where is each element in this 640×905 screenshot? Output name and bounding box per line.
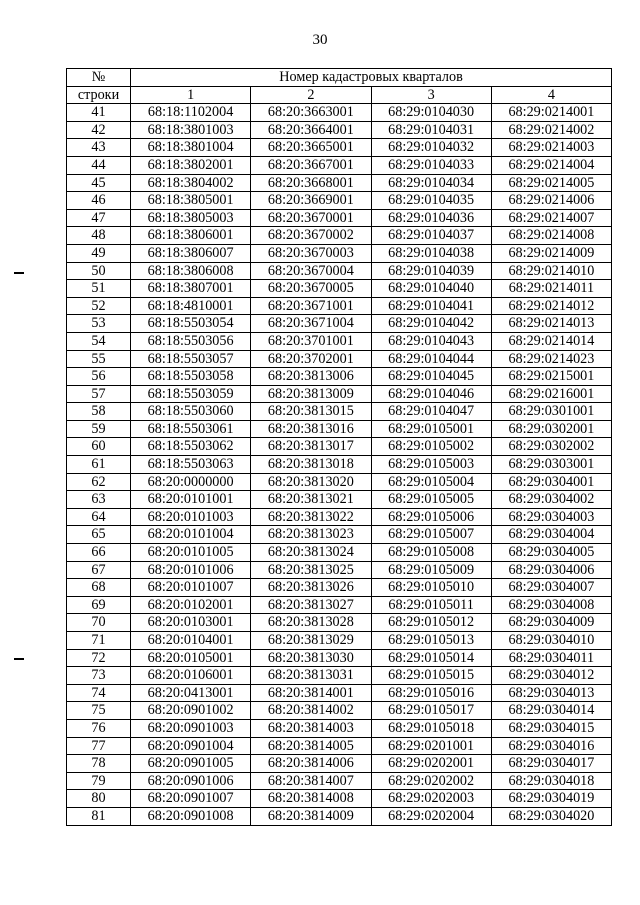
margin-mark <box>14 272 24 274</box>
cadastral-number-cell: 68:20:0102001 <box>131 596 251 614</box>
cadastral-number-cell: 68:20:3669001 <box>251 192 371 210</box>
cadastral-number-cell: 68:29:0202001 <box>371 755 491 773</box>
cadastral-number-cell: 68:29:0104043 <box>371 332 491 350</box>
cadastral-number-cell: 68:29:0104034 <box>371 174 491 192</box>
table-row <box>67 368 612 386</box>
table-row <box>67 456 612 474</box>
cadastral-number-cell: 68:29:0215001 <box>491 368 611 386</box>
column-number: 3 <box>371 86 491 104</box>
cadastral-number-cell: 68:29:0214011 <box>491 280 611 298</box>
table-row <box>67 544 612 562</box>
table-row <box>67 579 612 597</box>
cadastral-number-cell: 68:20:0901003 <box>131 719 251 737</box>
table-row <box>67 156 612 174</box>
cadastral-number-cell: 68:18:3804002 <box>131 174 251 192</box>
cadastral-number-cell: 68:29:0105012 <box>371 614 491 632</box>
cadastral-number-cell: 68:29:0304003 <box>491 508 611 526</box>
cadastral-number-cell: 68:18:3805001 <box>131 192 251 210</box>
cadastral-number-cell: 68:20:0101001 <box>131 491 251 509</box>
row-number-cell: 41 <box>67 104 131 122</box>
table-row <box>67 262 612 280</box>
row-number-cell: 53 <box>67 315 131 333</box>
table-row <box>67 790 612 808</box>
cadastral-number-cell: 68:29:0214003 <box>491 139 611 157</box>
row-number-cell: 68 <box>67 579 131 597</box>
table-body <box>67 104 612 825</box>
cadastral-number-cell: 68:29:0304007 <box>491 579 611 597</box>
row-number-cell: 50 <box>67 262 131 280</box>
cadastral-number-cell: 68:29:0216001 <box>491 385 611 403</box>
row-number-cell: 46 <box>67 192 131 210</box>
cadastral-number-cell: 68:20:0901007 <box>131 790 251 808</box>
cadastral-number-cell: 68:20:3813028 <box>251 614 371 632</box>
row-number-cell: 74 <box>67 684 131 702</box>
row-number-cell: 47 <box>67 209 131 227</box>
table-row <box>67 473 612 491</box>
cadastral-number-cell: 68:29:0104036 <box>371 209 491 227</box>
row-number-cell: 59 <box>67 420 131 438</box>
row-number-cell: 63 <box>67 491 131 509</box>
cadastral-number-cell: 68:29:0104038 <box>371 244 491 262</box>
table-row <box>67 614 612 632</box>
table-row <box>67 649 612 667</box>
table-row <box>67 667 612 685</box>
cadastral-number-cell: 68:20:0901004 <box>131 737 251 755</box>
cadastral-number-cell: 68:20:0103001 <box>131 614 251 632</box>
cadastral-number-cell: 68:20:0101007 <box>131 579 251 597</box>
cadastral-number-cell: 68:20:3813023 <box>251 526 371 544</box>
row-number-cell: 51 <box>67 280 131 298</box>
cadastral-number-cell: 68:18:4810001 <box>131 297 251 315</box>
cadastral-number-cell: 68:29:0105003 <box>371 456 491 474</box>
cadastral-number-cell: 68:20:3814009 <box>251 807 371 825</box>
table-row <box>67 332 612 350</box>
cadastral-number-cell: 68:29:0202004 <box>371 807 491 825</box>
cadastral-number-cell: 68:29:0304012 <box>491 667 611 685</box>
cadastral-number-cell: 68:29:0104033 <box>371 156 491 174</box>
cadastral-number-cell: 68:29:0304008 <box>491 596 611 614</box>
row-number-cell: 67 <box>67 561 131 579</box>
cadastral-number-cell: 68:29:0303001 <box>491 456 611 474</box>
cadastral-number-cell: 68:29:0214001 <box>491 104 611 122</box>
cadastral-number-cell: 68:20:3813026 <box>251 579 371 597</box>
cadastral-number-cell: 68:20:3813017 <box>251 438 371 456</box>
cadastral-number-cell: 68:29:0105015 <box>371 667 491 685</box>
cadastral-number-cell: 68:29:0202003 <box>371 790 491 808</box>
cadastral-number-cell: 68:20:0101005 <box>131 544 251 562</box>
cadastral-number-cell: 68:20:3671004 <box>251 315 371 333</box>
cadastral-number-cell: 68:20:0106001 <box>131 667 251 685</box>
table-row <box>67 772 612 790</box>
cadastral-number-cell: 68:20:3813009 <box>251 385 371 403</box>
row-number-cell: 52 <box>67 297 131 315</box>
cadastral-number-cell: 68:29:0304013 <box>491 684 611 702</box>
cadastral-number-cell: 68:29:0105017 <box>371 702 491 720</box>
cadastral-number-cell: 68:18:3801004 <box>131 139 251 157</box>
cadastral-number-cell: 68:29:0105011 <box>371 596 491 614</box>
cadastral-number-cell: 68:29:0104037 <box>371 227 491 245</box>
table-row <box>67 719 612 737</box>
cadastral-number-cell: 68:20:3670003 <box>251 244 371 262</box>
cadastral-number-cell: 68:20:3813024 <box>251 544 371 562</box>
cadastral-number-cell: 68:20:3664001 <box>251 121 371 139</box>
cadastral-number-cell: 68:29:0104040 <box>371 280 491 298</box>
table-row <box>67 807 612 825</box>
row-number-cell: 43 <box>67 139 131 157</box>
cadastral-number-cell: 68:20:3813031 <box>251 667 371 685</box>
cadastral-number-cell: 68:20:3813016 <box>251 420 371 438</box>
cadastral-number-cell: 68:20:3670001 <box>251 209 371 227</box>
cadastral-number-cell: 68:29:0214006 <box>491 192 611 210</box>
row-number-cell: 55 <box>67 350 131 368</box>
cadastral-number-cell: 68:29:0105018 <box>371 719 491 737</box>
column-number: 1 <box>131 86 251 104</box>
cadastral-number-cell: 68:29:0304005 <box>491 544 611 562</box>
header-number-symbol: № <box>67 69 131 87</box>
cadastral-number-cell: 68:29:0214014 <box>491 332 611 350</box>
cadastral-number-cell: 68:29:0105002 <box>371 438 491 456</box>
cadastral-number-cell: 68:29:0214012 <box>491 297 611 315</box>
cadastral-number-cell: 68:20:3814001 <box>251 684 371 702</box>
cadastral-number-cell: 68:20:0901008 <box>131 807 251 825</box>
cadastral-number-cell: 68:20:0101003 <box>131 508 251 526</box>
cadastral-number-cell: 68:20:0101004 <box>131 526 251 544</box>
cadastral-number-cell: 68:29:0304001 <box>491 473 611 491</box>
cadastral-number-cell: 68:29:0214005 <box>491 174 611 192</box>
cadastral-number-cell: 68:20:0105001 <box>131 649 251 667</box>
cadastral-number-cell: 68:29:0301001 <box>491 403 611 421</box>
row-number-cell: 58 <box>67 403 131 421</box>
cadastral-number-cell: 68:20:3814006 <box>251 755 371 773</box>
margin-mark <box>14 658 24 660</box>
row-number-cell: 56 <box>67 368 131 386</box>
cadastral-number-cell: 68:29:0105005 <box>371 491 491 509</box>
table-row <box>67 139 612 157</box>
cadastral-number-cell: 68:29:0104030 <box>371 104 491 122</box>
cadastral-number-cell: 68:18:3802001 <box>131 156 251 174</box>
cadastral-number-cell: 68:29:0104039 <box>371 262 491 280</box>
row-number-cell: 62 <box>67 473 131 491</box>
cadastral-number-cell: 68:20:3813030 <box>251 649 371 667</box>
cadastral-number-cell: 68:20:3667001 <box>251 156 371 174</box>
cadastral-number-cell: 68:29:0105013 <box>371 632 491 650</box>
table-row <box>67 315 612 333</box>
table-row <box>67 403 612 421</box>
cadastral-number-cell: 68:20:3814005 <box>251 737 371 755</box>
table-row <box>67 420 612 438</box>
cadastral-number-cell: 68:29:0304020 <box>491 807 611 825</box>
cadastral-number-cell: 68:29:0214009 <box>491 244 611 262</box>
cadastral-number-cell: 68:29:0304009 <box>491 614 611 632</box>
row-number-cell: 54 <box>67 332 131 350</box>
cadastral-number-cell: 68:29:0105004 <box>371 473 491 491</box>
cadastral-number-cell: 68:29:0214002 <box>491 121 611 139</box>
row-number-cell: 64 <box>67 508 131 526</box>
cadastral-number-cell: 68:20:3814007 <box>251 772 371 790</box>
cadastral-number-cell: 68:18:5503058 <box>131 368 251 386</box>
cadastral-number-cell: 68:29:0304019 <box>491 790 611 808</box>
cadastral-number-cell: 68:20:3670002 <box>251 227 371 245</box>
row-number-cell: 45 <box>67 174 131 192</box>
cadastral-number-cell: 68:20:3813020 <box>251 473 371 491</box>
header-group-title: Номер кадастровых кварталов <box>131 69 612 87</box>
row-number-cell: 77 <box>67 737 131 755</box>
cadastral-number-cell: 68:29:0214010 <box>491 262 611 280</box>
cadastral-number-cell: 68:20:3663001 <box>251 104 371 122</box>
table-row <box>67 632 612 650</box>
row-number-cell: 57 <box>67 385 131 403</box>
table-row <box>67 702 612 720</box>
cadastral-number-cell: 68:18:5503060 <box>131 403 251 421</box>
cadastral-number-cell: 68:18:5503056 <box>131 332 251 350</box>
cadastral-number-cell: 68:20:3670005 <box>251 280 371 298</box>
cadastral-number-cell: 68:20:3813022 <box>251 508 371 526</box>
cadastral-number-cell: 68:29:0304011 <box>491 649 611 667</box>
row-number-cell: 65 <box>67 526 131 544</box>
row-number-cell: 79 <box>67 772 131 790</box>
cadastral-number-cell: 68:18:3807001 <box>131 280 251 298</box>
table-row <box>67 350 612 368</box>
cadastral-number-cell: 68:20:3813025 <box>251 561 371 579</box>
row-number-cell: 60 <box>67 438 131 456</box>
cadastral-number-cell: 68:20:3670004 <box>251 262 371 280</box>
row-number-cell: 49 <box>67 244 131 262</box>
cadastral-number-cell: 68:20:0901005 <box>131 755 251 773</box>
cadastral-number-cell: 68:29:0304004 <box>491 526 611 544</box>
table-row <box>67 438 612 456</box>
row-number-cell: 69 <box>67 596 131 614</box>
cadastral-number-cell: 68:29:0104042 <box>371 315 491 333</box>
page-number: 30 <box>312 32 328 48</box>
cadastral-number-cell: 68:29:0105014 <box>371 649 491 667</box>
row-number-cell: 81 <box>67 807 131 825</box>
row-number-cell: 73 <box>67 667 131 685</box>
cadastral-number-cell: 68:29:0214023 <box>491 350 611 368</box>
row-number-cell: 71 <box>67 632 131 650</box>
cadastral-number-cell: 68:29:0104046 <box>371 385 491 403</box>
cadastral-number-cell: 68:20:3813018 <box>251 456 371 474</box>
cadastral-number-cell: 68:29:0105016 <box>371 684 491 702</box>
cadastral-number-cell: 68:18:3805003 <box>131 209 251 227</box>
cadastral-number-cell: 68:29:0214008 <box>491 227 611 245</box>
cadastral-number-cell: 68:20:0104001 <box>131 632 251 650</box>
column-number: 4 <box>491 86 611 104</box>
table-row <box>67 508 612 526</box>
cadastral-number-cell: 68:18:1102004 <box>131 104 251 122</box>
row-number-cell: 80 <box>67 790 131 808</box>
table-row <box>67 684 612 702</box>
row-number-cell: 66 <box>67 544 131 562</box>
column-number: 2 <box>251 86 371 104</box>
table-row <box>67 526 612 544</box>
cadastral-number-cell: 68:20:3813021 <box>251 491 371 509</box>
table-row <box>67 596 612 614</box>
cadastral-number-cell: 68:20:3813027 <box>251 596 371 614</box>
cadastral-number-cell: 68:20:0101006 <box>131 561 251 579</box>
cadastral-number-cell: 68:29:0104047 <box>371 403 491 421</box>
cadastral-number-cell: 68:18:3806001 <box>131 227 251 245</box>
table-row <box>67 755 612 773</box>
cadastral-number-cell: 68:29:0104044 <box>371 350 491 368</box>
cadastral-number-cell: 68:18:5503054 <box>131 315 251 333</box>
cadastral-number-cell: 68:29:0304018 <box>491 772 611 790</box>
cadastral-number-cell: 68:20:3671001 <box>251 297 371 315</box>
cadastral-number-cell: 68:29:0304002 <box>491 491 611 509</box>
cadastral-number-cell: 68:20:3665001 <box>251 139 371 157</box>
cadastral-number-cell: 68:29:0214004 <box>491 156 611 174</box>
table-row <box>67 209 612 227</box>
table-row <box>67 121 612 139</box>
table-row <box>67 104 612 122</box>
cadastral-table <box>66 68 612 826</box>
cadastral-number-cell: 68:29:0104035 <box>371 192 491 210</box>
cadastral-number-cell: 68:18:5503061 <box>131 420 251 438</box>
header-row-label: строки <box>67 86 131 104</box>
row-number-cell: 44 <box>67 156 131 174</box>
row-number-cell: 42 <box>67 121 131 139</box>
table-row <box>67 737 612 755</box>
cadastral-number-cell: 68:20:3701001 <box>251 332 371 350</box>
cadastral-number-cell: 68:29:0214013 <box>491 315 611 333</box>
cadastral-number-cell: 68:20:3813029 <box>251 632 371 650</box>
row-number-cell: 78 <box>67 755 131 773</box>
cadastral-number-cell: 68:29:0304010 <box>491 632 611 650</box>
cadastral-number-cell: 68:29:0302002 <box>491 438 611 456</box>
row-number-cell: 76 <box>67 719 131 737</box>
cadastral-number-cell: 68:20:3814008 <box>251 790 371 808</box>
cadastral-number-cell: 68:18:5503062 <box>131 438 251 456</box>
cadastral-number-cell: 68:29:0201001 <box>371 737 491 755</box>
cadastral-number-cell: 68:29:0202002 <box>371 772 491 790</box>
table-row <box>67 385 612 403</box>
cadastral-number-cell: 68:18:5503063 <box>131 456 251 474</box>
cadastral-number-cell: 68:18:5503057 <box>131 350 251 368</box>
cadastral-number-cell: 68:29:0304016 <box>491 737 611 755</box>
cadastral-number-cell: 68:20:3814003 <box>251 719 371 737</box>
cadastral-number-cell: 68:29:0105009 <box>371 561 491 579</box>
cadastral-number-cell: 68:20:3668001 <box>251 174 371 192</box>
row-number-cell: 48 <box>67 227 131 245</box>
cadastral-number-cell: 68:18:3801003 <box>131 121 251 139</box>
cadastral-number-cell: 68:29:0105010 <box>371 579 491 597</box>
cadastral-number-cell: 68:29:0304014 <box>491 702 611 720</box>
table-row <box>67 561 612 579</box>
cadastral-number-cell: 68:29:0304017 <box>491 755 611 773</box>
cadastral-number-cell: 68:29:0304006 <box>491 561 611 579</box>
cadastral-number-cell: 68:29:0104032 <box>371 139 491 157</box>
table-row <box>67 280 612 298</box>
table-row <box>67 174 612 192</box>
cadastral-number-cell: 68:29:0302001 <box>491 420 611 438</box>
cadastral-number-cell: 68:29:0104041 <box>371 297 491 315</box>
table-row <box>67 297 612 315</box>
cadastral-number-cell: 68:29:0105001 <box>371 420 491 438</box>
cadastral-number-cell: 68:20:0413001 <box>131 684 251 702</box>
cadastral-number-cell: 68:29:0105006 <box>371 508 491 526</box>
row-number-cell: 70 <box>67 614 131 632</box>
cadastral-number-cell: 68:29:0105008 <box>371 544 491 562</box>
row-number-cell: 75 <box>67 702 131 720</box>
cadastral-number-cell: 68:20:0000000 <box>131 473 251 491</box>
table-row <box>67 491 612 509</box>
table-row <box>67 227 612 245</box>
cadastral-number-cell: 68:29:0104045 <box>371 368 491 386</box>
cadastral-number-cell: 68:18:5503059 <box>131 385 251 403</box>
row-number-cell: 61 <box>67 456 131 474</box>
cadastral-number-cell: 68:29:0214007 <box>491 209 611 227</box>
cadastral-number-cell: 68:18:3806008 <box>131 262 251 280</box>
cadastral-number-cell: 68:29:0105007 <box>371 526 491 544</box>
table-header <box>67 69 612 104</box>
cadastral-number-cell: 68:20:0901006 <box>131 772 251 790</box>
table-row <box>67 192 612 210</box>
cadastral-number-cell: 68:20:0901002 <box>131 702 251 720</box>
cadastral-number-cell: 68:20:3813015 <box>251 403 371 421</box>
cadastral-number-cell: 68:20:3702001 <box>251 350 371 368</box>
cadastral-number-cell: 68:29:0304015 <box>491 719 611 737</box>
cadastral-number-cell: 68:20:3814002 <box>251 702 371 720</box>
row-number-cell: 72 <box>67 649 131 667</box>
table-row <box>67 244 612 262</box>
cadastral-number-cell: 68:18:3806007 <box>131 244 251 262</box>
cadastral-number-cell: 68:29:0104031 <box>371 121 491 139</box>
cadastral-number-cell: 68:20:3813006 <box>251 368 371 386</box>
